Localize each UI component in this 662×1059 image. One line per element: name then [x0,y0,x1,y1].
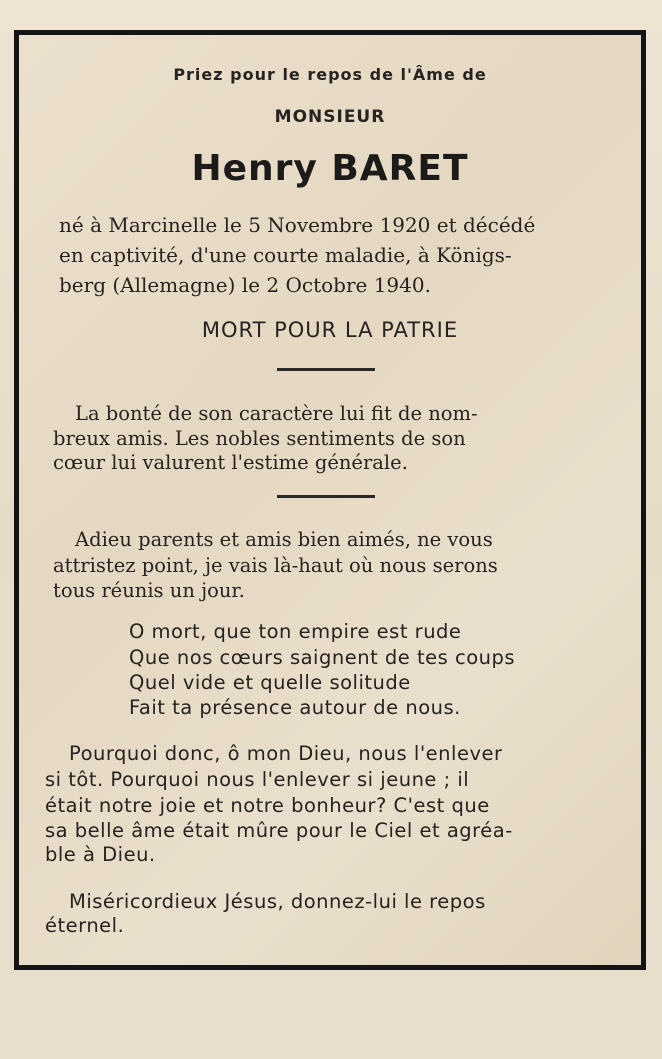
paragraph-line: si tôt. Pourquoi nous l'enlever si jeune ; il [45,768,470,791]
paragraph-line: La bonté de son caractère lui fit de nom- [75,402,478,425]
motto: MORT POUR LA PATRIE [201,318,459,342]
card-header: Priez pour le repos de l'Âme de [173,65,487,84]
paragraph-line: était notre joie et notre bonheur? C'est que [45,794,490,817]
paragraph-line: éternel. [45,914,125,937]
birth-line: né à Marcinelle le 5 Novembre 1920 et décédé [59,213,536,237]
birth-line: en captivité, d'une courte maladie, à Königs- [59,243,512,267]
poem-line: Quel vide et quelle solitude [129,671,411,694]
deceased-name: Henry BARET [191,148,469,189]
poem-line: Fait ta présence autour de nous. [129,696,461,719]
paragraph-line: sa belle âme était mûre pour le Ciel et agréa- [45,819,513,842]
paragraph-line: Miséricordieux Jésus, donnez-lui le repos [69,890,486,913]
divider-rule [277,495,375,498]
paragraph-line: breux amis. Les nobles sentiments de son [53,427,466,450]
memorial-card [14,30,646,970]
poem-line: Que nos cœurs saignent de tes coups [129,646,516,669]
paragraph-line: Adieu parents et amis bien aimés, ne vous [75,528,493,551]
paragraph-line: Pourquoi donc, ô mon Dieu, nous l'enlever [69,742,503,765]
paragraph-line: cœur lui valurent l'estime générale. [53,451,408,474]
birth-line: berg (Allemagne) le 2 Octobre 1940. [59,273,431,297]
paragraph-line: attristez point, je vais là-haut où nous serons [53,554,498,577]
card-title-prefix: MONSIEUR [274,107,386,127]
paragraph-line: tous réunis un jour. [53,579,245,602]
paragraph-line: ble à Dieu. [45,843,156,866]
divider-rule [277,368,375,371]
poem-line: O mort, que ton empire est rude [129,620,462,643]
